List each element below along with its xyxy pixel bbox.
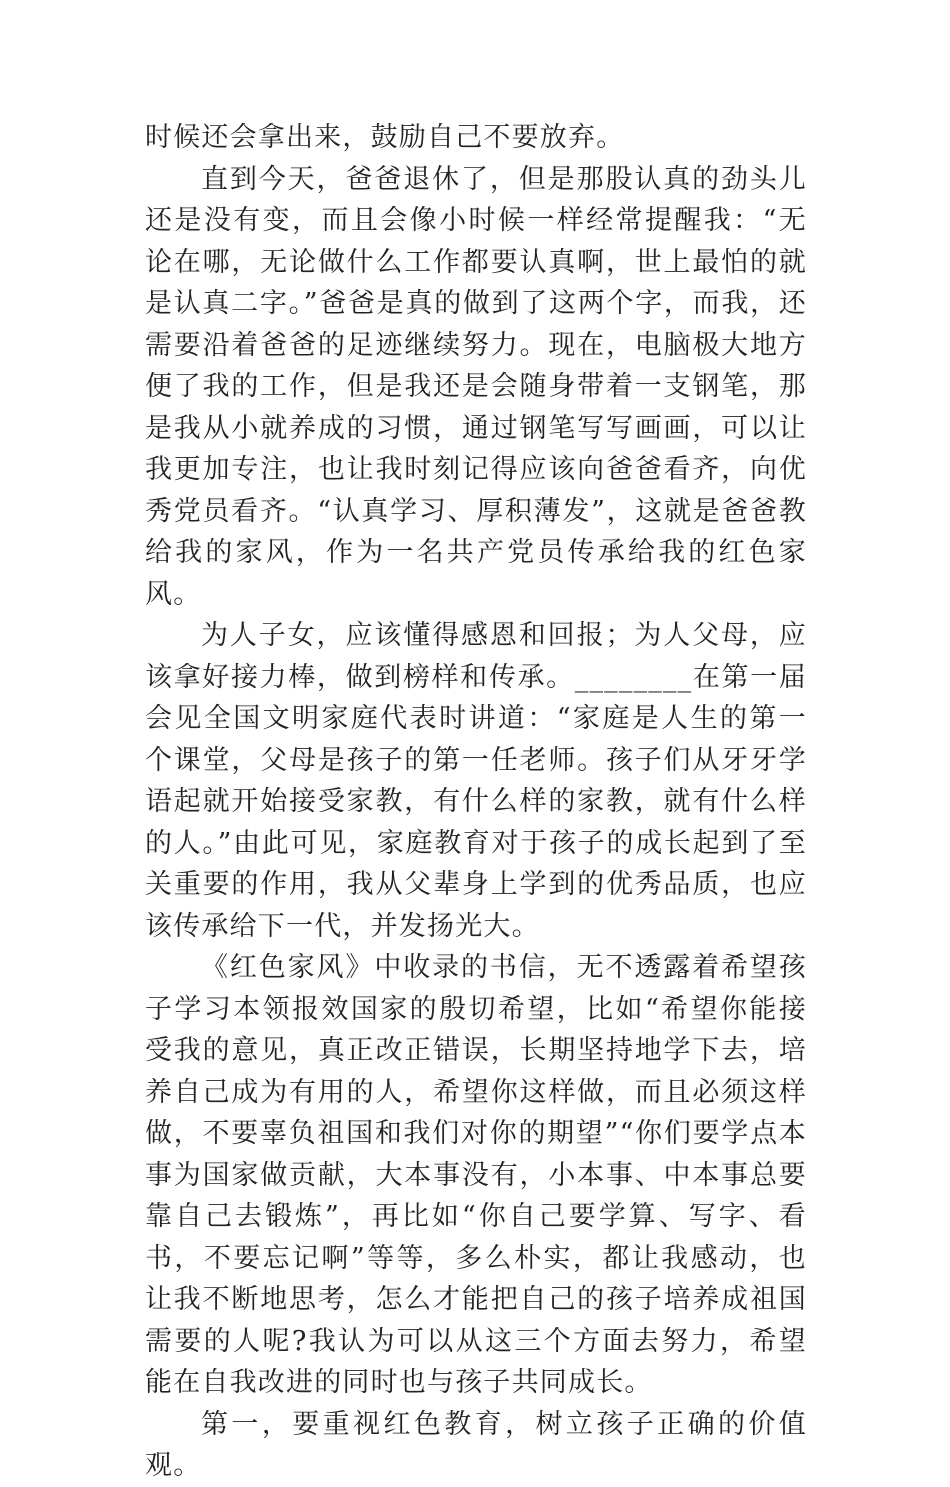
- paragraph-father-retired: 直到今天，爸爸退休了，但是那股认真的劲头儿还是没有变，而且会像小时候一样经常提醒我：“无论在哪，无论做什么工作都要认真啊，世上最怕的就是认真二字。”爸爸是真的做到了这两个字，而我，还需要沿着爸爸的足迹继续努力。现在，电脑极大地方便了我的工作，但是我还是会随身带着一支钢笔，那是我从小就养成的习惯，通过钢笔写写画画，可以让我更加专注，也让我时刻记得应该向爸爸看齐，向优秀党员看齐。“认真学习、厚积薄发”，这就是爸爸教给我的家风，作为一名共产党员传承给我的红色家风。: [145, 163, 807, 610]
- document-body: [145, 117, 807, 1487]
- paragraph-family-education: 为人子女，应该懂得感恩和回报；为人父母，应该拿好接力棒，做到榜样和传承。________在第一届会见全国文明家庭代表时讲道：“家庭是人生的第一个课堂，父母是孩子的第一任老师。孩子们从牙牙学语起就开始接受家教，有什么样的家教，就有什么样的人。”由此可见，家庭教育对于孩子的成长起到了至关重要的作用，我从父辈身上学到的优秀品质，也应该传承给下一代，并发扬光大。: [145, 620, 807, 942]
- paragraph-first-point: 第一，要重视红色教育，树立孩子正确的价值观。: [145, 1408, 807, 1481]
- paragraph-red-family-letters: 《红色家风》中收录的书信，无不透露着希望孩子学习本领报效国家的殷切希望，比如“希望你能接受我的意见，真正改正错误，长期坚持地学下去，培养自己成为有用的人，希望你这样做，而且必须这样做，不要辜负祖国和我们对你的期望”“你们要学点本事为国家做贡献，大本事没有，小本事、中本事总要靠自己去锻炼”，再比如“你自己要学算、写字、看书，不要忘记啊”等等，多么朴实，都让我感动，也让我不断地思考，怎么才能把自己的孩子培养成祖国需要的人呢?我认为可以从这三个方面去努力，希望能在自我改进的同时也与孩子共同成长。: [145, 952, 807, 1398]
- paragraph-continuation: 时候还会拿出来，鼓励自己不要放弃。: [145, 122, 625, 153]
